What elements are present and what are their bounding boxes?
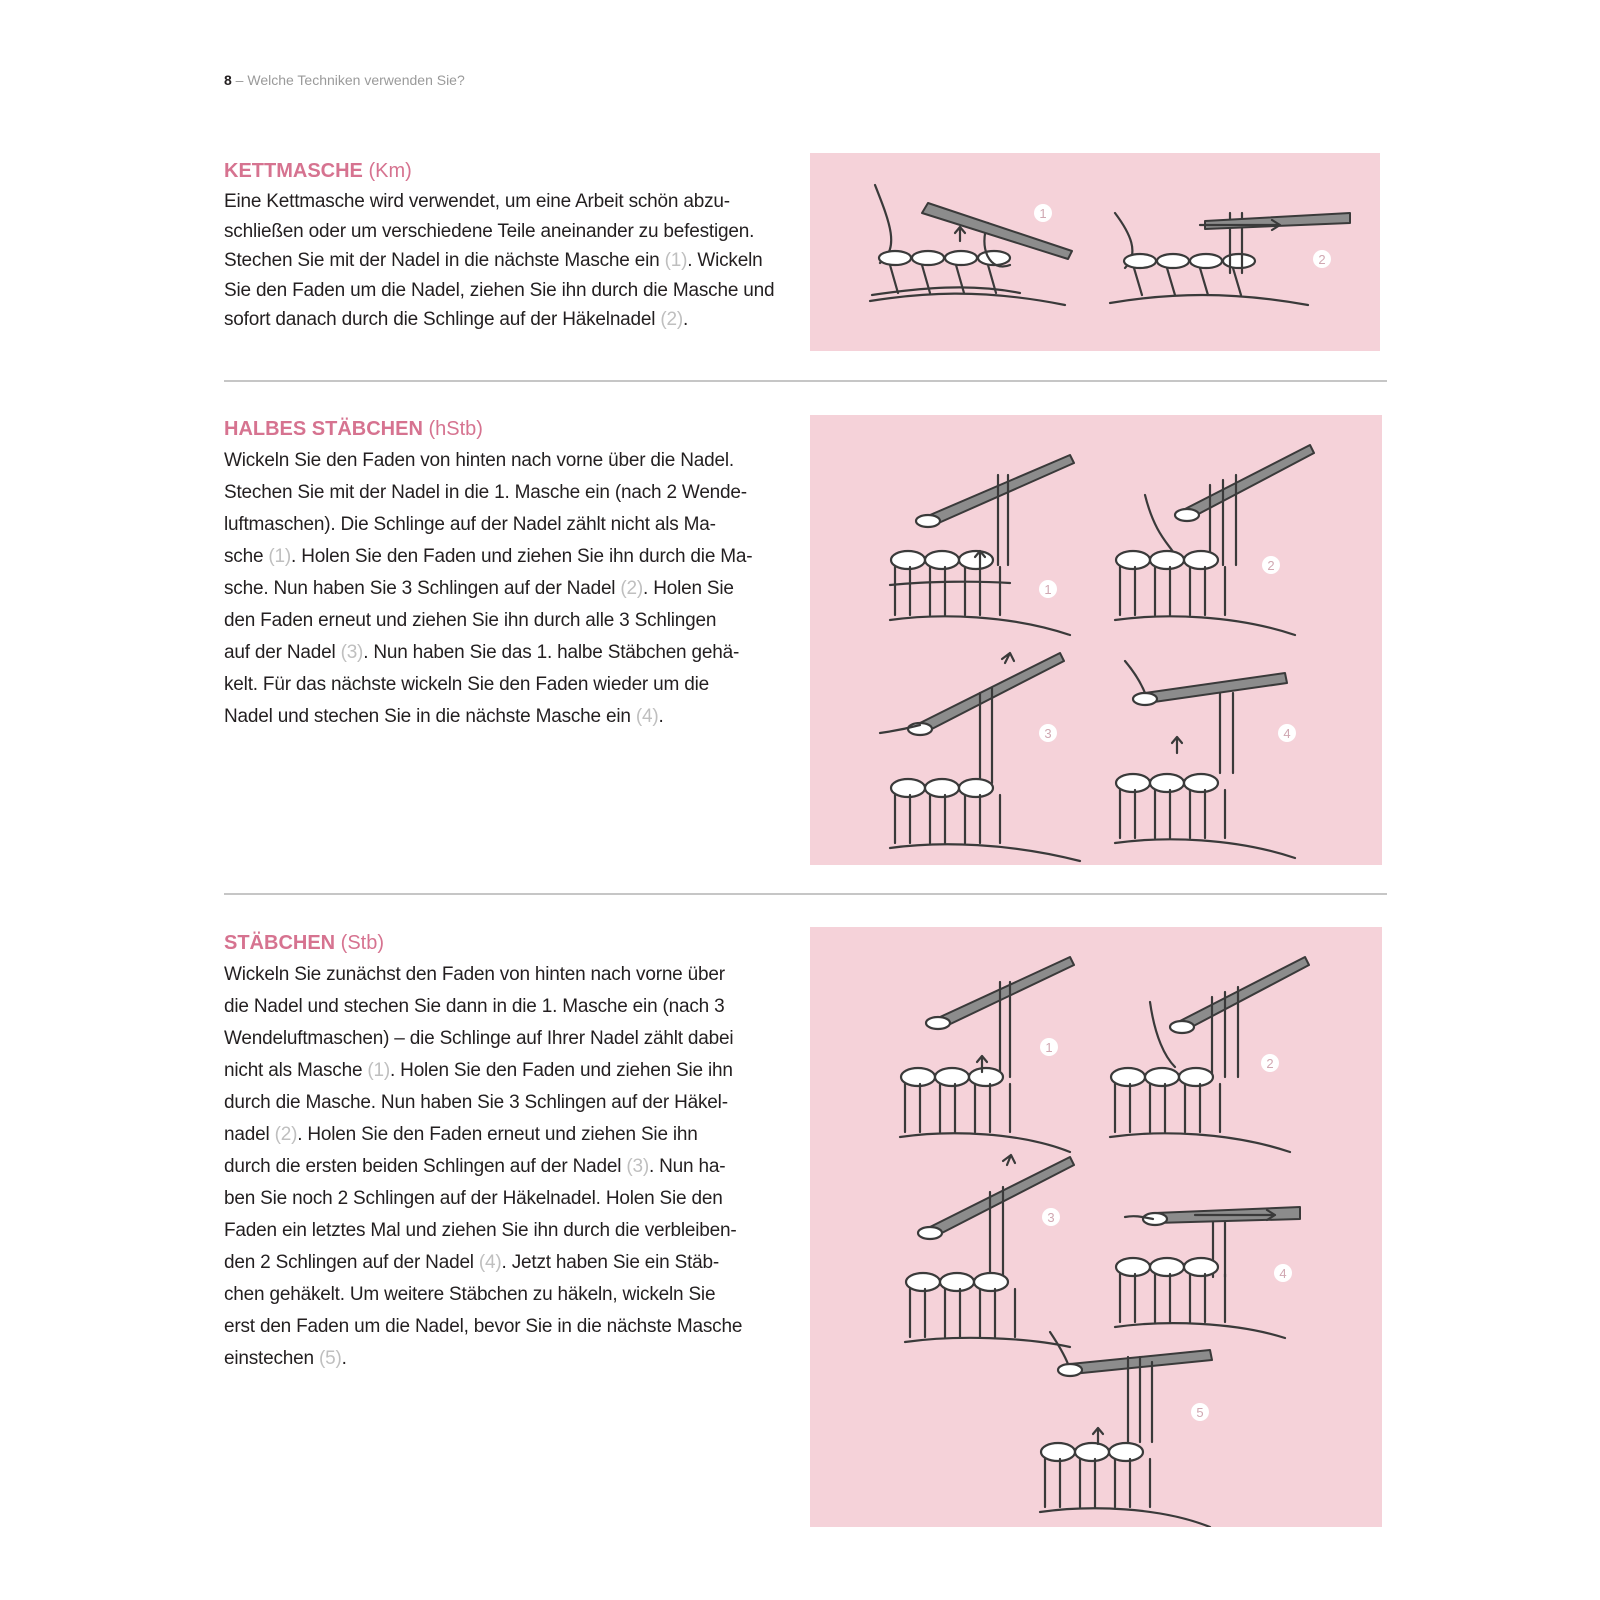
- step-reference: (3): [340, 642, 364, 663]
- step-reference: (5): [318, 1348, 342, 1369]
- step-badge-4: [1278, 724, 1296, 742]
- step-badge-5: [1191, 1403, 1209, 1421]
- section-title-abbreviation: (Stb): [335, 932, 385, 954]
- kettmasche-illustration: [810, 153, 1380, 351]
- text-line: .: [341, 1348, 347, 1369]
- section-title: [224, 418, 794, 441]
- step-2-illustration: [1110, 213, 1350, 305]
- text-line: . Jetzt haben Sie ein Stäb-: [501, 1252, 720, 1273]
- section-description: [224, 187, 794, 335]
- step-badge-2: [1262, 556, 1280, 574]
- step-reference: (4): [478, 1252, 502, 1273]
- step-reference: (2): [620, 578, 644, 599]
- step-badge-3: [1039, 724, 1057, 742]
- text-line: sche. Nun haben Sie 3 Schlingen auf der Nadel: [224, 578, 621, 599]
- svg-text:3: 3: [1044, 726, 1052, 741]
- text-line: erst den Faden um die Nadel, bevor Sie in die nächste Masche: [224, 1316, 743, 1337]
- page-number: 8: [224, 72, 232, 88]
- step-badge-4: [1274, 1264, 1292, 1282]
- step-reference: (1): [664, 250, 688, 271]
- text-line: kelt. Für das nächste wickeln Sie den Faden wieder um die: [224, 674, 709, 695]
- text-line: Sie den Faden um die Nadel, ziehen Sie ihn durch die Masche und: [224, 279, 775, 301]
- section-divider: [224, 380, 1387, 382]
- section-title-name: KETTMASCHE: [224, 160, 363, 182]
- step-badge-3: [1042, 1208, 1060, 1226]
- text-line: Stechen Sie mit der Nadel in die nächste Masche ein: [224, 250, 665, 271]
- step-1-illustration: [890, 455, 1074, 635]
- section-title-abbreviation: (hStb): [422, 418, 483, 440]
- staebchen-illustration: [810, 927, 1382, 1527]
- running-header: [224, 72, 465, 88]
- step-reference: (4): [635, 706, 659, 727]
- svg-text:4: 4: [1283, 726, 1291, 741]
- section-divider: [224, 893, 1387, 895]
- text-line: . Nun ha-: [648, 1156, 726, 1177]
- section-title-name: HALBES STÄBCHEN: [224, 418, 423, 440]
- step-badge-1: [1034, 204, 1052, 222]
- step-4-illustration: [1115, 1207, 1300, 1338]
- stitch-row: [870, 251, 1065, 305]
- text-line: Faden ein letztes Mal und ziehen Sie ihn durch die verbleiben-: [224, 1220, 737, 1241]
- section-title-name: STÄBCHEN: [224, 932, 336, 954]
- text-line: nadel: [224, 1124, 275, 1145]
- illustration-panel-staebchen: [810, 927, 1382, 1527]
- step-4-illustration: [1115, 661, 1296, 858]
- step-1-illustration: [870, 185, 1072, 305]
- text-line: . Holen Sie den Faden erneut und ziehen Sie ihn: [297, 1124, 698, 1145]
- text-line: ben Sie noch 2 Schlingen auf der Häkelnadel. Holen Sie den: [224, 1188, 723, 1209]
- text-line: Eine Kettmasche wird verwendet, um eine Arbeit schön abzu-: [224, 191, 730, 212]
- text-line: sche: [224, 546, 269, 567]
- stitch-block: [900, 1068, 1070, 1152]
- text-line: Wickeln Sie zunächst den Faden von hinten nach vorne über: [224, 964, 725, 985]
- svg-text:2: 2: [1267, 558, 1275, 573]
- halbes-staebchen-illustration: [810, 415, 1382, 865]
- svg-text:1: 1: [1045, 1040, 1053, 1055]
- step-reference: (2): [660, 309, 684, 330]
- step-2-illustration: [1110, 957, 1309, 1152]
- text-line: einstechen: [224, 1348, 319, 1369]
- text-line: . Holen Sie den Faden und ziehen Sie ihn durch die Ma-: [291, 546, 753, 567]
- section-title: [224, 932, 794, 955]
- text-line: . Holen Sie: [643, 578, 734, 599]
- svg-text:3: 3: [1047, 1210, 1055, 1225]
- step-reference: (3): [626, 1156, 649, 1177]
- text-line: durch die ersten beiden Schlingen auf der Nadel: [224, 1156, 627, 1177]
- step-reference: (2): [274, 1124, 298, 1145]
- svg-text:2: 2: [1318, 252, 1326, 267]
- step-badge-1: [1040, 1038, 1058, 1056]
- text-line: sofort danach durch die Schlinge auf der Häkelnadel: [224, 309, 661, 330]
- svg-text:1: 1: [1044, 582, 1052, 597]
- step-reference: (1): [367, 1060, 391, 1081]
- step-badge-2: [1313, 250, 1331, 268]
- text-line: Nadel und stechen Sie in die nächste Masche ein: [224, 706, 636, 727]
- illustration-panel-halbes-staebchen: [810, 415, 1382, 865]
- text-line: .: [683, 309, 689, 330]
- text-line: den Faden erneut und ziehen Sie ihn durch alle 3 Schlingen: [224, 610, 717, 631]
- svg-text:2: 2: [1266, 1056, 1274, 1071]
- text-line: durch die Masche. Nun haben Sie 3 Schlingen auf der Häkel-: [224, 1092, 728, 1113]
- step-3-illustration: [880, 653, 1080, 861]
- section-halbes-staebchen: [224, 418, 794, 733]
- stitch-block: [1110, 1068, 1290, 1152]
- step-5-illustration: [1040, 1332, 1212, 1527]
- section-description: [224, 959, 794, 1375]
- step-badge-1: [1039, 580, 1057, 598]
- section-title: [224, 160, 794, 183]
- text-line: Wendeluftmaschen) – die Schlinge auf Ihrer Nadel zählt dabei: [224, 1028, 734, 1049]
- stitch-row: [1110, 254, 1308, 305]
- text-line: nicht als Masche: [224, 1060, 368, 1081]
- text-line: chen gehäkelt. Um weitere Stäbchen zu häkeln, wickeln Sie: [224, 1284, 716, 1305]
- text-line: . Nun haben Sie das 1. halbe Stäbchen gehä-: [363, 642, 740, 663]
- step-reference: (1): [268, 546, 292, 567]
- step-3-illustration: [905, 1155, 1074, 1347]
- text-line: schließen oder um verschiedene Teile aneinander zu befestigen.: [224, 220, 755, 242]
- stitch-block: [890, 779, 1080, 861]
- stitch-block: [1115, 774, 1295, 858]
- text-line: Wickeln Sie den Faden von hinten nach vorne über die Nadel.: [224, 450, 734, 471]
- illustration-panel-kettmasche: [810, 153, 1380, 351]
- svg-text:5: 5: [1196, 1405, 1204, 1420]
- text-line: die Nadel und stechen Sie dann in die 1. Masche ein (nach 3: [224, 996, 725, 1017]
- section-kettmasche: [224, 160, 794, 335]
- section-title-abbreviation: (Km): [362, 160, 412, 182]
- stitch-block: [905, 1273, 1070, 1347]
- step-badge-2: [1261, 1054, 1279, 1072]
- step-2-illustration: [1115, 445, 1314, 635]
- svg-text:1: 1: [1039, 206, 1047, 221]
- text-line: den 2 Schlingen auf der Nadel: [224, 1252, 479, 1273]
- text-line: .: [658, 706, 664, 727]
- text-line: . Wickeln: [687, 250, 763, 271]
- stitch-block: [1115, 1258, 1285, 1338]
- section-description: [224, 445, 794, 733]
- step-1-illustration: [900, 957, 1074, 1152]
- stitch-block: [1040, 1443, 1210, 1527]
- text-line: Stechen Sie mit der Nadel in die 1. Masche ein (nach 2 Wende-: [224, 482, 747, 503]
- text-line: auf der Nadel: [224, 642, 341, 663]
- section-staebchen: [224, 932, 794, 1375]
- text-line: . Holen Sie den Faden und ziehen Sie ihn: [390, 1060, 733, 1081]
- running-title: – Welche Techniken verwenden Sie?: [231, 72, 465, 88]
- text-line: luftmaschen). Die Schlinge auf der Nadel zählt nicht als Ma-: [224, 514, 716, 535]
- svg-text:4: 4: [1279, 1266, 1287, 1281]
